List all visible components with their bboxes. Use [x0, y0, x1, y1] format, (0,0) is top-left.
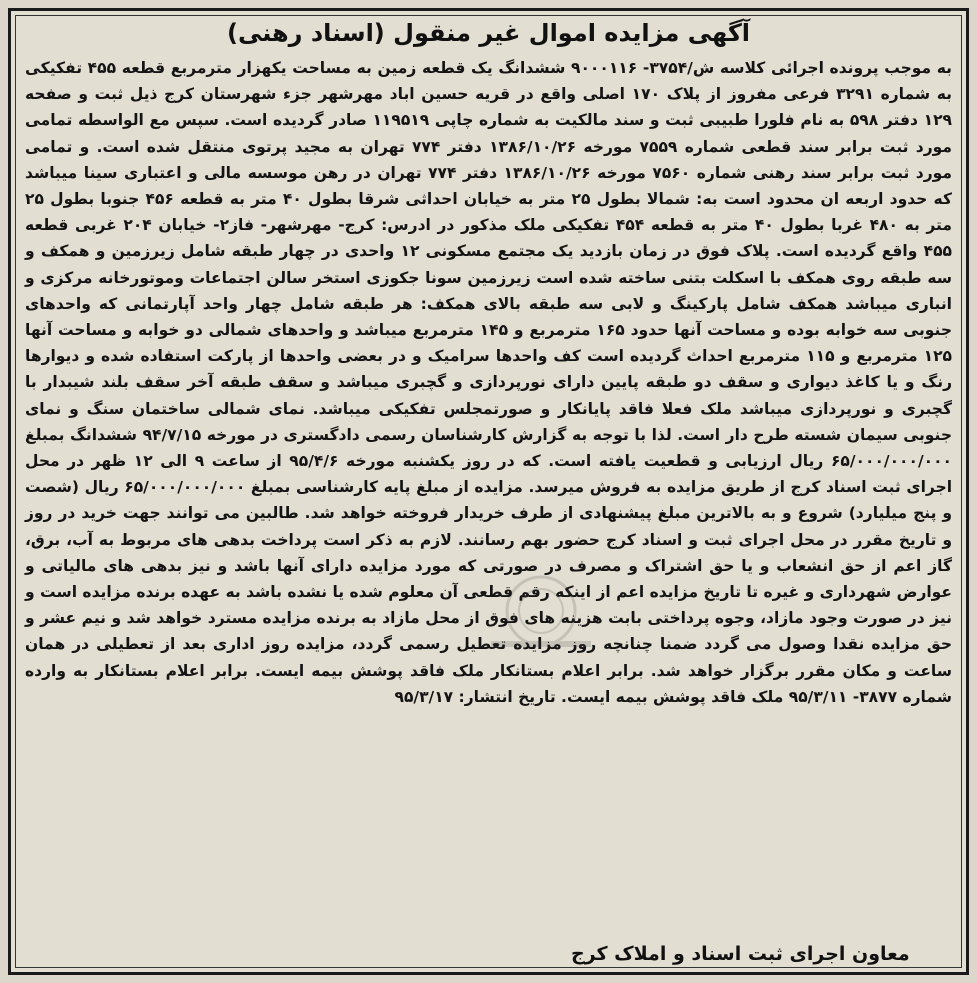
notice-signature: معاون اجرای ثبت اسناد و املاک کرج	[571, 943, 910, 965]
notice-frame	[8, 8, 969, 975]
notice-title: آگهی مزایده اموال غیر منقول (اسناد رهنی)	[226, 19, 751, 47]
notice-body: به موجب پرونده اجرائی کلاسه ش/۳۷۵۴- ۹۰۰۰۱۱۶ ششدانگ یک قطعه زمین به مساحت یکهزار مترمربع قطعه ۴۵۵ تفکیکی به شماره ۳۲۹۱ فرعی مفروز از پلاک ۱۷۰ اصلی واقع در قریه حسین اباد مهرشهر جزء شهرستان کرج ذیل ثبت و صفحه ۱۲۹ دفتر ۵۹۸ به نام فلورا طبیبی ثبت و سند مالکیت به شماره چاپی ۱۱۹۵۱۹ صادر گردیده است. سپس مع الواسطه تمامی مورد ثبت برابر سند قطعی شماره ۷۵۵۹ مورخه ۱۳۸۶/۱۰/۲۶ دفتر ۷۷۴ تهران به مجید پرتوی منتقل شده است. و تمامی مورد ثبت برابر سند رهنی شماره ۷۵۶۰ مورخه ۱۳۸۶/۱۰/۲۶ دفتر ۷۷۴ تهران در رهن موسسه مالی و اعتباری سینا میباشد که حدود اربعه ان محدود است به: شمالا بطول ۲۵ متر به خیابان احداثی شرقا بطول ۴۰ متر به قطعه ۴۵۶ جنوبا بطول ۲۵ متر به ۴۸۰ غربا بطول ۴۰ متر به قطعه ۴۵۴ تفکیکی ملک مذکور در ادرس: کرج- مهرشهر- فاز۲- خیابان ۲۰۴ غربی قطعه ۴۵۵ واقع گردیده است. پلاک فوق در زمان بازدید یک مجتمع مسکونی ۱۲ واحدی در چهار طبقه شامل زیرزمین و همکف و سه طبقه روی همکف با اسکلت بتنی ساخته شده است زیرزمین سونا جکوزی استخر سالن اجتماعات وموتورخانه مرکزی و انباری میباشد همکف شامل پارکینگ و لابی سه طبقه بالای همکف: هر طبقه شامل چهار واحد آپارتمانی که واحدهای جنوبی سه خوابه بوده و مساحت آنها حدود ۱۶۵ مترمربع و ۱۴۵ مترمربع میباشد و واحدهای شمالی دو خوابه و مساحت آنها ۱۲۵ مترمربع و ۱۱۵ مترمربع احداث گردیده است کف واحدها سرامیک و در بعضی واحدها از پارکت استفاده شده و دیوارها رنگ و یا کاغذ دیواری و سقف دو طبقه پایین دارای نورپردازی و گچبری میباشد و سقف طبقه آخر سقف بلند شیبدار با گچبری و نورپردازی میباشد ملک فعلا فاقد پایانکار و صورتمجلس تفکیکی میباشد. نمای شمالی ساختمان سنگ و نمای جنوبی سیمان شسته طرح دار است. لذا با توجه به گزارش کارشناسان رسمی دادگستری در مورخه ۹۴/۷/۱۵ ششدانگ بمبلغ ۶۵/۰۰۰/۰۰۰/۰۰۰ ریال ارزیابی و قطعیت یافته است. که در روز یکشنبه مورخه ۹۵/۴/۶ از ساعت ۹ الی ۱۲ ظهر در محل اجرای ثبت اسناد کرج از طریق مزایده به فروش میرسد. مزایده از مبلغ پایه کارشناسی بمبلغ ۶۵/۰۰۰/۰۰۰/۰۰۰ ریال (شصت و پنج میلیارد) شروع و به بالاترین مبلغ پیشنهادی از طرف خریدار فروخته خواهد شد. طالبین می توانند جهت خرید در روز و تاریخ مقرر در محل اجرای ثبت و اسناد کرج حضور بهم رسانند. لازم به ذکر است پرداخت بدهی های مربوط به آب، برق، گاز اعم از حق انشعاب و یا حق اشتراک و مصرف در صورتی که مورد مزایده دارای آنها باشد و نیز بدهی های مالیاتی و عوارض شهرداری و غیره تا تاریخ مزایده اعم از اینکه رقم قطعی آن معلوم شده یا نشده باشد به عهده برنده مزایده است و نیز در صورت وجود مازاد، وجوه پرداختی بابت هزینه های فوق از محل مازاد به برنده مزایده مسترد خواهد شد و نیم عشر و حق مزایده نقدا وصول می گردد ضمنا چنانچه روز مزایده تعطیل رسمی گردد، مزایده روز اداری بعد از تعطیلی در همان ساعت و مکان مقرر برگزار خواهد شد. برابر اعلام بستانکار ملک فاقد پوشش بیمه ایست. برابر اعلام بستانکار به وارده شماره ۳۸۷۷- ۹۵/۳/۱۱ ملک فاقد پوشش بیمه ایست. تاریخ انتشار: ۹۵/۳/۱۷	[25, 59, 953, 706]
